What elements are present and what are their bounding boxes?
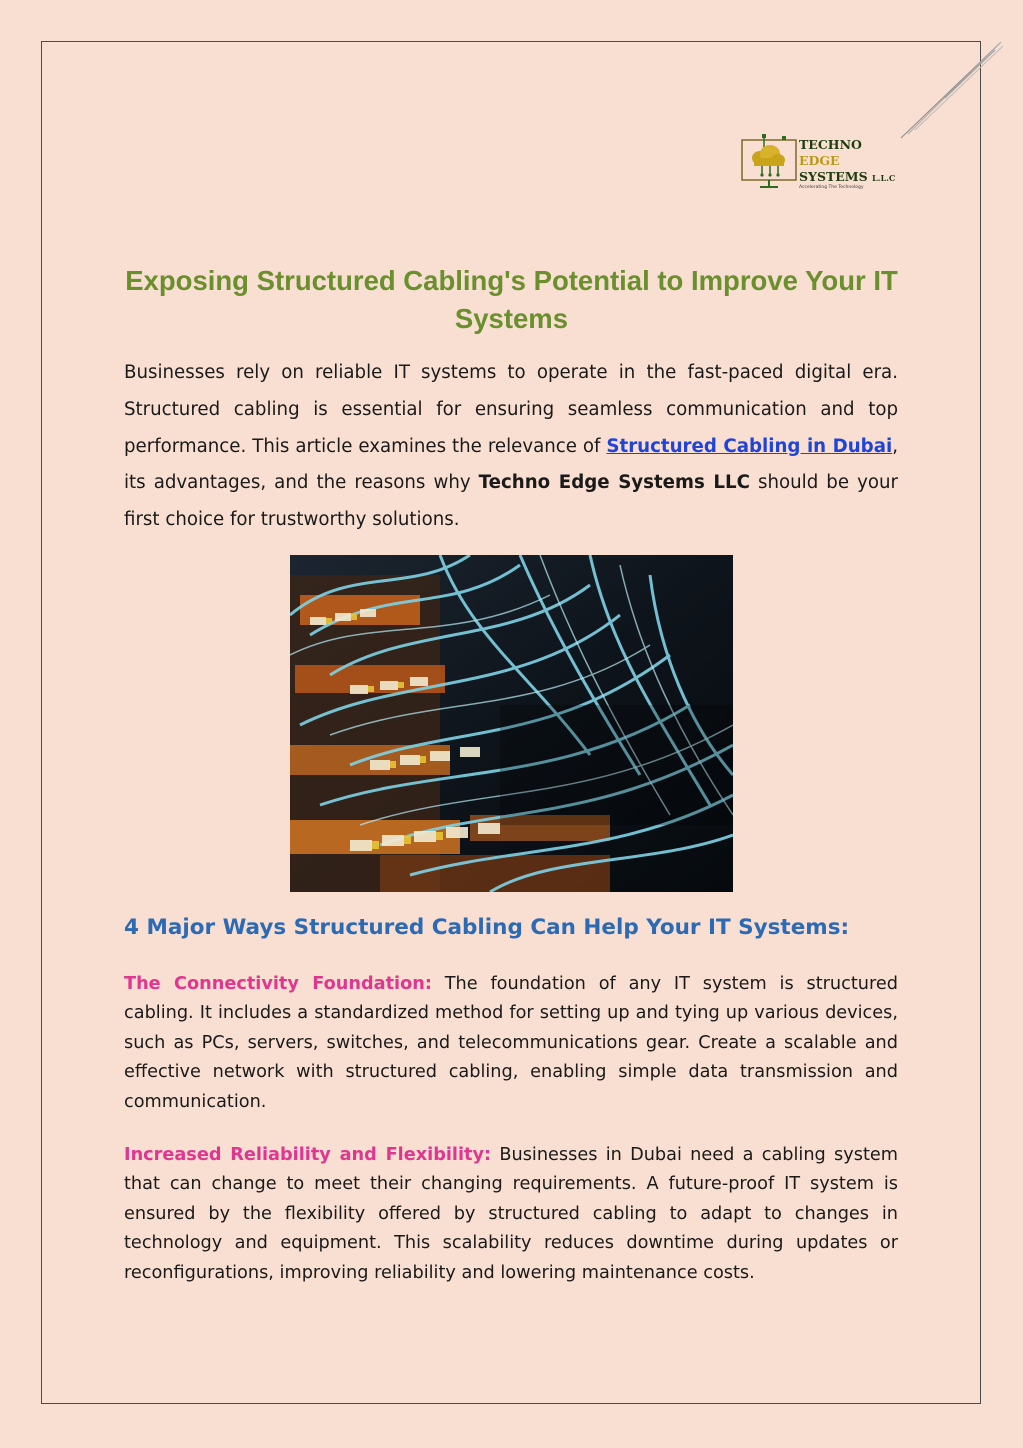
network-patch-panel-photo — [290, 555, 733, 892]
logo-line-2: EDGE — [799, 153, 840, 168]
structured-cabling-link[interactable]: Structured Cabling in Dubai — [606, 435, 893, 457]
corner-decoration — [895, 38, 1005, 142]
company-logo[interactable] — [740, 134, 910, 192]
logo-line-3 — [799, 169, 895, 186]
company-name: Techno Edge Systems LLC — [478, 472, 750, 494]
paragraph-body: The foundation of any IT system is structured cabling. It includes a standardized method for setting up and tying up various devices, such as PCs, servers, switches, and telecommunications gear. Create a scalable and effective network with structured cabling, enabling simple data transmission and communication. — [124, 974, 898, 1112]
paragraph-lead: Increased Reliability and Flexibility: — [124, 1145, 492, 1165]
logo-line-3-text: SYSTEMS — [799, 169, 868, 184]
intro-text-3: should be your first choice for trustworthy solutions. — [124, 472, 898, 531]
section-heading: 4 Major Ways Structured Cabling Can Help Your IT Systems: — [124, 915, 850, 940]
article-title: Exposing Structured Cabling's Potential to Improve Your IT Systems — [125, 265, 898, 334]
intro-text-2: , its advantages, and the reasons why — [124, 435, 898, 494]
paragraph-body: Businesses in Dubai need a cabling system that can change to meet their changing requirements. A future-proof IT system is ensured by the flexibility offered by structured cabling to adapt to changes in technology and equipment. This scalability reduces downtime during updates or reconfigurations, improving reliability and lowering maintenance costs. — [124, 1145, 898, 1283]
paragraph-reliability — [124, 1141, 898, 1288]
logo-suffix: L.L.C — [872, 173, 896, 183]
paragraph-connectivity — [124, 970, 898, 1117]
cloud-monitor-icon — [740, 134, 798, 190]
paragraph-lead: The Connectivity Foundation: — [124, 974, 432, 994]
logo-line-1: TECHNO — [799, 137, 862, 152]
logo-wordmark — [799, 137, 895, 186]
logo-tagline: Accelerating The Technology — [799, 185, 864, 190]
intro-paragraph — [124, 355, 898, 539]
intro-text-1: Businesses rely on reliable IT systems to operate in the fast-paced digital era. Structured cabling is essential for ensuring seamless communication and top performance. This article examines the relevance of — [124, 362, 898, 457]
